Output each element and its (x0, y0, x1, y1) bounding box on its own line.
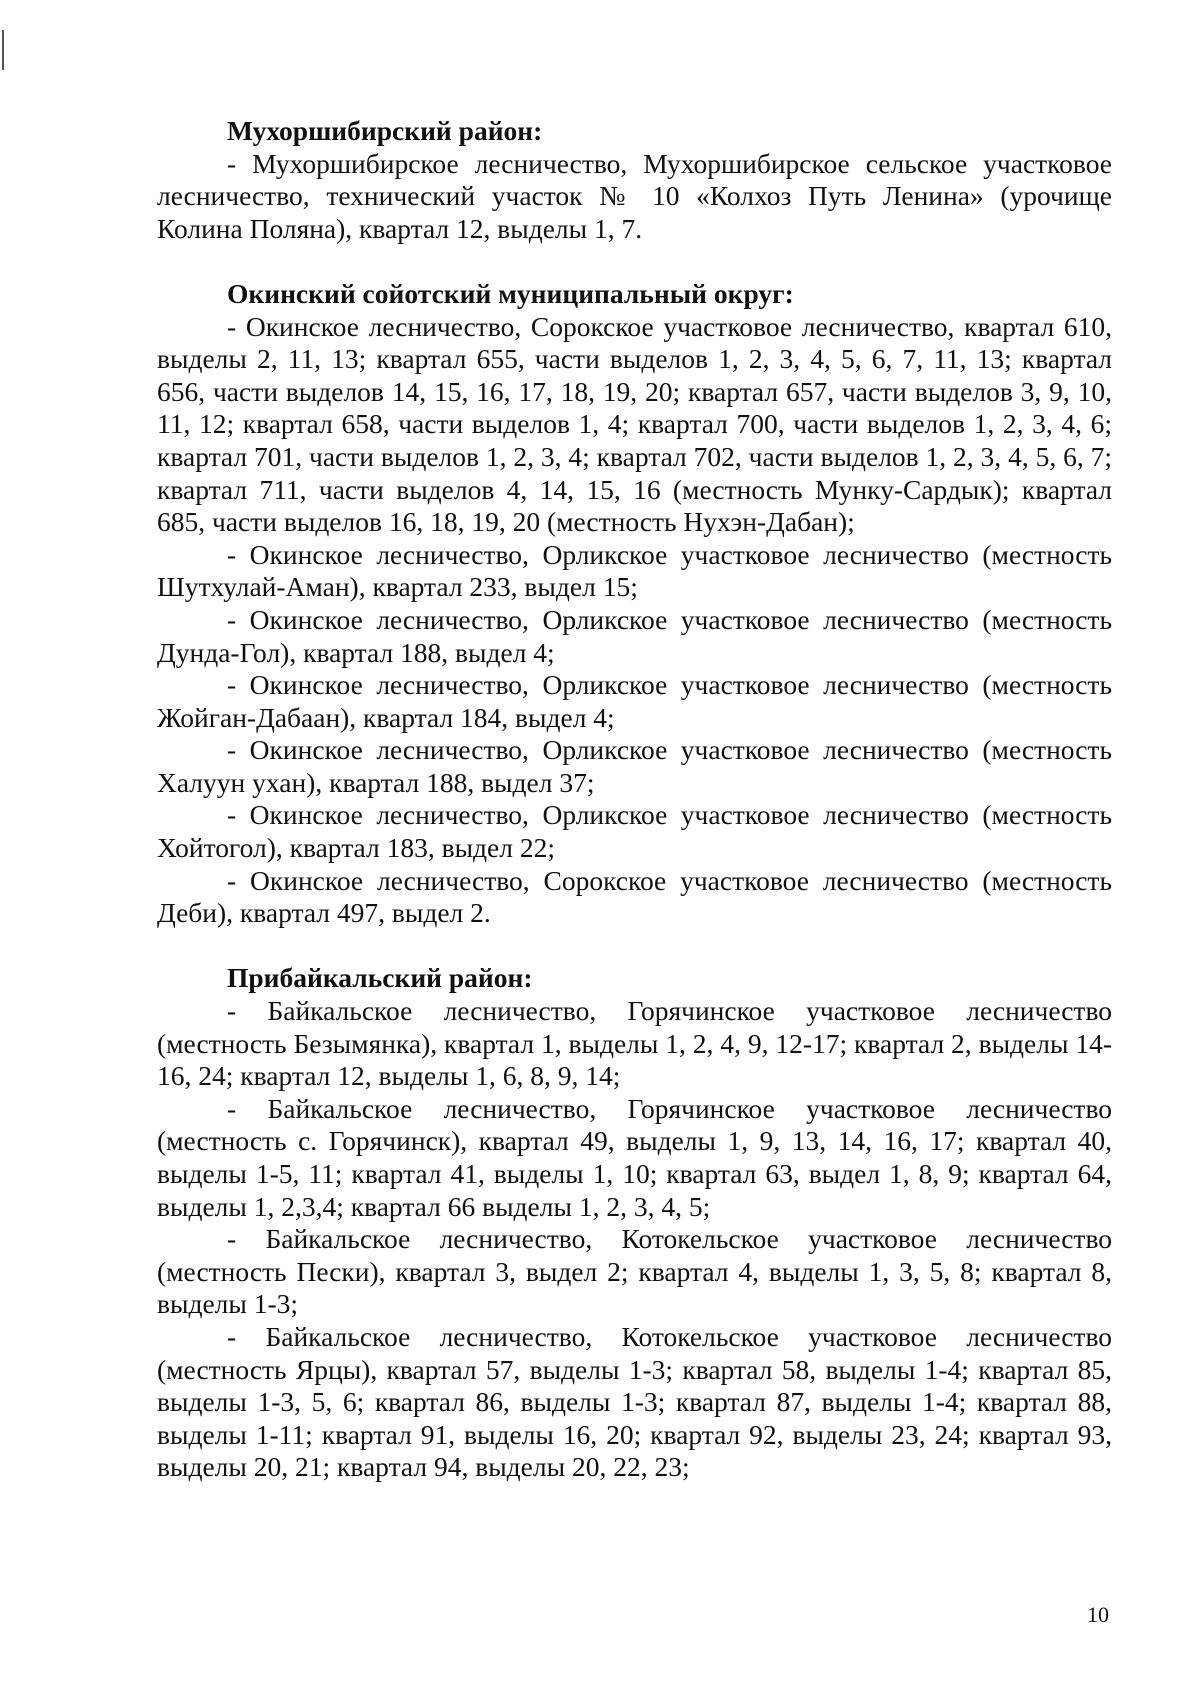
paragraph: - Окинское лесничество, Орликское участковое лесничество (местность Халуун ухан), квартал 188, выдел 37; (157, 734, 1112, 798)
paragraph: - Байкальское лесничество, Котокельское участковое лесничество (местность Ярцы), квартал 57, выделы 1-3; квартал 58, выделы 1-4; квартал 85, выделы 1-3, 5, 6; квартал 86, выделы 1-3; квартал 87, выделы 1-4; квартал 88, выделы 1-11; квартал 91, выделы 16, 20; квартал 92, выделы 23, 24; квартал 93, выделы 20, 21; квартал 94, выделы 20, 22, 23; (157, 1320, 1112, 1483)
paragraph: - Окинское лесничество, Сорокское участковое лесничество, квартал 610, выделы 2, 11, 13; квартал 655, части выделов 1, 2, 3, 4, 5, 6, 7, 11, 13; квартал 656, части выделов 14, 15, 16, 17, 18, 19, 20; квартал 657, части выделов 3, 9, 10, 11, 12; квартал 658, части выделов 1, 4; квартал 700, части выделов 1, 2, 3, 4, 6; квартал 701, части выделов 1, 2, 3, 4; квартал 702, части выделов 1, 2, 3, 4, 5, 6, 7; квартал 711, части выделов 4, 14, 15, 16 (местность Мунку-Сардык); квартал 685, части выделов 16, 18, 19, 20 (местность Нухэн-Дабан); (157, 310, 1112, 538)
paragraph: - Байкальское лесничество, Горячинское участковое лесничество (местность с. Горячинск), квартал 49, выделы 1, 9, 13, 14, 16, 17; квартал 40, выделы 1-5, 11; квартал 41, выделы 1, 10; квартал 63, выдел 1, 8, 9; квартал 64, выделы 1, 2,3,4; квартал 66 выделы 1, 2, 3, 4, 5; (157, 1092, 1112, 1222)
paragraph: - Мухоршибирское лесничество, Мухоршибирское сельское участковое лесничество, технический участок № 10 «Колхоз Путь Ленина» (урочище Колина Поляна), квартал 12, выделы 1, 7. (157, 147, 1112, 244)
paragraph: - Окинское лесничество, Сорокское участковое лесничество (местность Деби), квартал 497, выдел 2. (157, 864, 1112, 929)
paragraph: - Байкальское лесничество, Горячинское участковое лесничество (местность Безымянка), квартал 1, выделы 1, 2, 4, 9, 12-17; квартал 2, выделы 14-16, 24; квартал 12, выделы 1, 6, 8, 9, 14; (157, 995, 1112, 1092)
paragraph: - Окинское лесничество, Орликское участковое лесничество (местность Жойган-Дабаан), квартал 184, выдел 4; (157, 669, 1112, 733)
paragraph: - Окинское лесничество, Орликское участковое лесничество (местность Шутхулай-Аман), квартал 233, выдел 15; (157, 538, 1112, 603)
paragraph: - Окинское лесничество, Орликское участковое лесничество (местность Дунда-Гол), квартал 188, выдел 4; (157, 603, 1112, 668)
section-pribaikalsky (157, 962, 1112, 1484)
scan-edge-mark (2, 30, 4, 70)
section-heading: Окинский сойотский муниципальный округ: (227, 277, 794, 309)
section-mukhorshibirsky (157, 115, 1112, 245)
section-okinsky (157, 278, 1112, 930)
paragraph: - Байкальское лесничество, Котокельское участковое лесничество (местность Пески), квартал 3, выдел 2; квартал 4, выделы 1, 3, 5, 8; квартал 8, выделы 1-3; (157, 1223, 1112, 1320)
section-heading: Мухоршибирский район: (227, 115, 543, 146)
document-body (157, 115, 1112, 1517)
paragraph: - Окинское лесничество, Орликское участковое лесничество (местность Хойтогол), квартал 183, выдел 22; (157, 799, 1112, 864)
section-heading: Прибайкальский район: (227, 962, 533, 994)
page-number: 10 (1087, 1602, 1109, 1627)
